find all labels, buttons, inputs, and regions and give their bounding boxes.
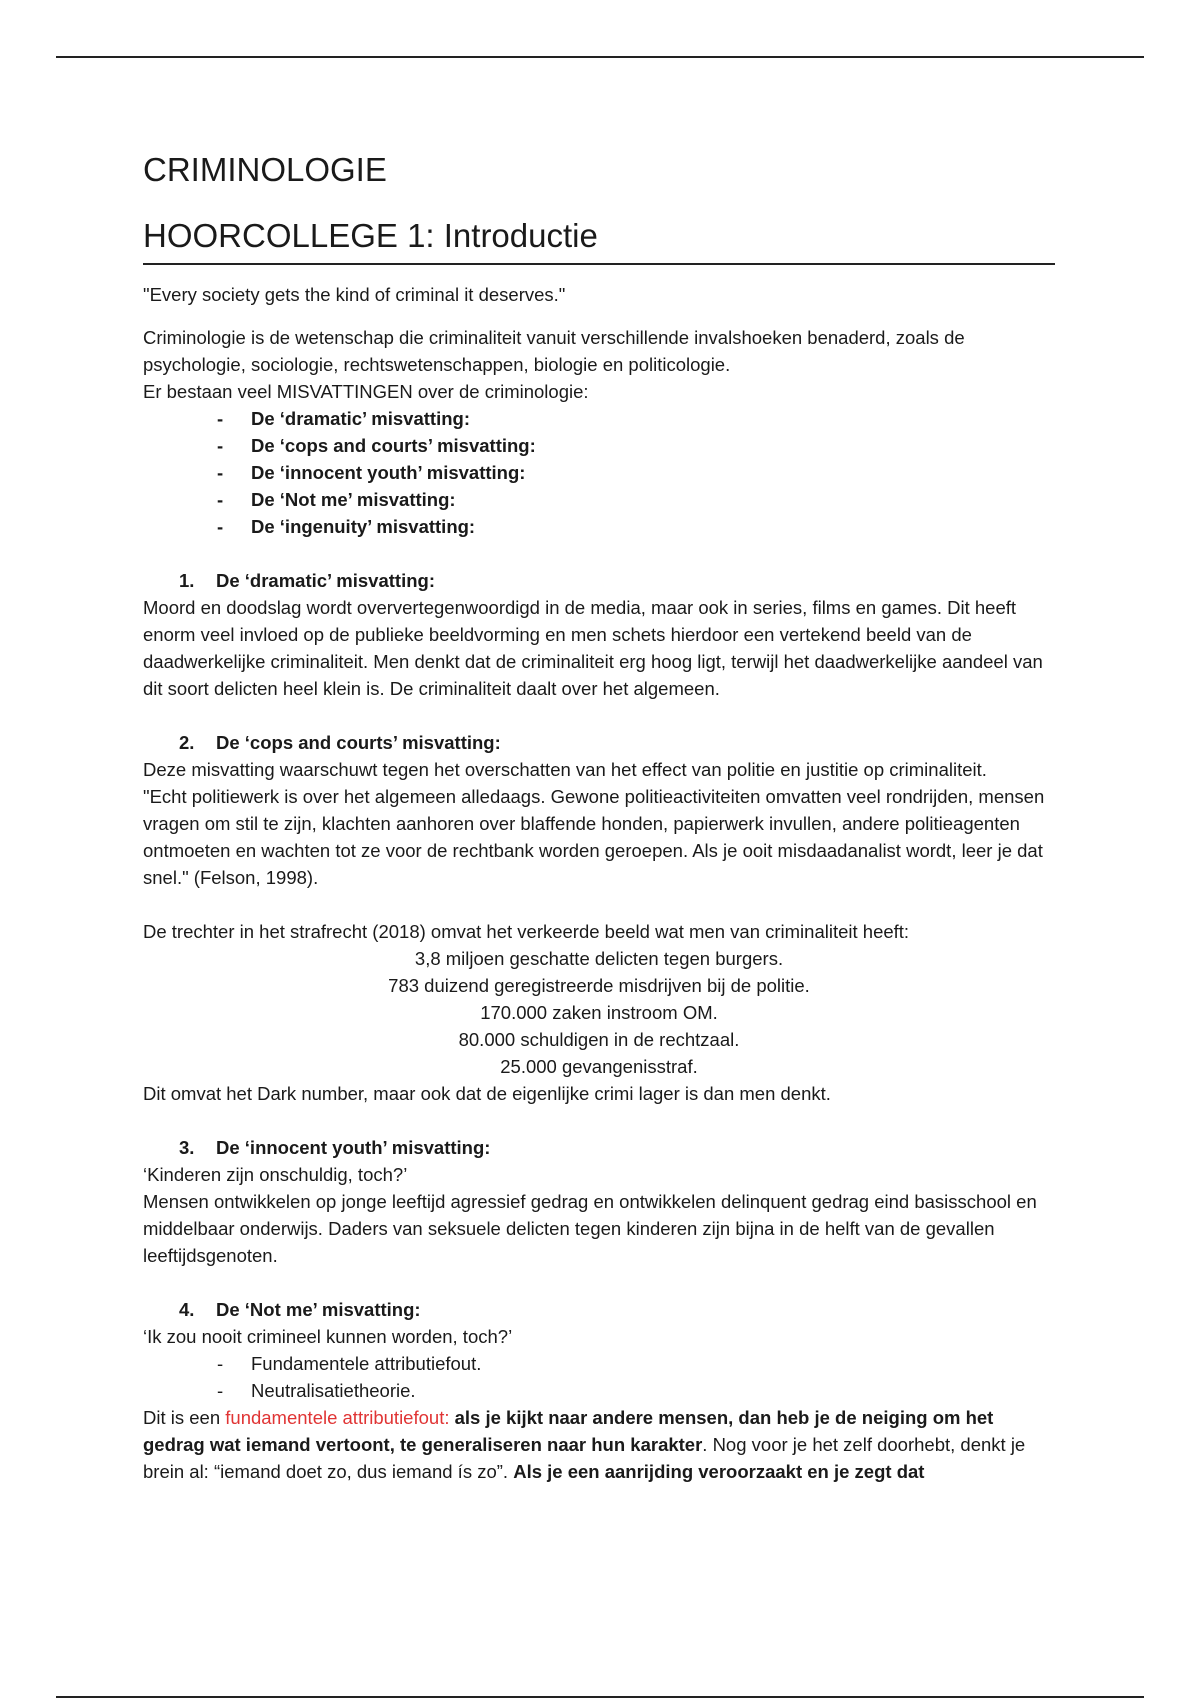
- funnel-step: 783 duizend geregistreerde misdrijven bij de politie.: [388, 975, 810, 996]
- section-heading: 1. De ‘dramatic’ misvatting:: [143, 567, 1055, 594]
- funnel-step: 80.000 schuldigen in de rechtzaal.: [458, 1029, 740, 1050]
- section-heading: 2. De ‘cops and courts’ misvatting:: [143, 729, 1055, 756]
- funnel-step: 3,8 miljoen geschatte delicten tegen burgers.: [414, 948, 784, 969]
- list-item: - De ‘innocent youth’ misvatting:: [143, 459, 1055, 486]
- dash-marker: -: [217, 408, 224, 429]
- list-item: - De ‘ingenuity’ misvatting:: [143, 513, 1055, 540]
- attribution-paragraph: Dit is een fundamentele attributiefout: als je kijkt naar andere mensen, dan heb je de neiging om het gedrag wat iemand vertoont, te generaliseren naar hun karakter. Nog voor je het zelf doorhebt, denkt je brein al: “iemand doet zo, dus iemand ís zo”. Als je een aanrijding veroorzaakt en je zegt dat: [143, 1407, 1026, 1482]
- section-heading: 3. De ‘innocent youth’ misvatting:: [143, 1134, 1055, 1161]
- section-number: 4.: [179, 1299, 195, 1320]
- list-item: - Fundamentele attributiefout.: [143, 1350, 1055, 1377]
- section-cops-and-courts: [143, 729, 1055, 1107]
- section-number: 1.: [179, 570, 195, 591]
- section-subquote: ‘Kinderen zijn onschuldig, toch?’: [143, 1164, 408, 1185]
- section-number: 2.: [179, 732, 195, 753]
- document-page: [143, 148, 1055, 1485]
- document-title: CRIMINOLOGIE: [143, 151, 387, 188]
- list-item: - De ‘Not me’ misvatting:: [143, 486, 1055, 513]
- intro-line-1: Criminologie is de wetenschap die criminaliteit vanuit verschillende invalshoeken benaderd, zoals de psychologie, sociologie, rechtswetenschappen, biologie en politicologie.: [143, 327, 965, 375]
- section-body: Deze misvatting waarschuwt tegen het overschatten van het effect van politie en justitie op criminaliteit.: [143, 759, 987, 780]
- page-top-rule: [56, 56, 1144, 58]
- dash-marker: -: [217, 489, 224, 510]
- criminal-justice-funnel: [143, 945, 1055, 1080]
- lecture-title: HOORCOLLEGE 1: Introductie: [143, 214, 1055, 265]
- page-bottom-rule: [56, 1696, 1144, 1698]
- highlighted-term: fundamentele attributiefout:: [225, 1407, 450, 1428]
- section-body: Moord en doodslag wordt oververtegenwoordigd in de media, maar ook in series, films en games. Dit heeft enorm veel invloed op de publieke beeldvorming en men schets hierdoor een vertekend beeld van de daadwerkelijke criminaliteit. Men denkt dat de criminaliteit erg hoog ligt, terwijl het daadwerkelijke aandeel van dit soort delicten heel klein is. De criminaliteit daalt over het algemeen.: [143, 597, 1043, 699]
- list-item: - De ‘dramatic’ misvatting:: [143, 405, 1055, 432]
- funnel-step: 25.000 gevangenisstraf.: [500, 1056, 698, 1077]
- section-innocent-youth: [143, 1134, 1055, 1269]
- funnel-step: 170.000 zaken instroom OM.: [480, 1002, 718, 1023]
- misconceptions-list: [143, 405, 1055, 540]
- list-item: - Neutralisatietheorie.: [143, 1377, 1055, 1404]
- funnel-intro: De trechter in het strafrecht (2018) omvat het verkeerde beeld wat men van criminaliteit heeft:: [143, 921, 910, 942]
- felson-quote: "Echt politiewerk is over het algemeen alledaags. Gewone politieactiviteiten omvatten veel rondrijden, mensen vragen om stil te zijn, klachten aanhoren over blaffende honden, papierwerk invullen, andere politieagenten ontmoeten en wachten tot ze voor de rechtbank worden geroepen. Als je ooit misdaadanalist wordt, leer je dat snel." (Felson, 1998).: [143, 786, 1045, 888]
- opening-quote: "Every society gets the kind of criminal it deserves.": [143, 284, 566, 305]
- not-me-list: [143, 1350, 1055, 1404]
- dash-marker: -: [217, 516, 224, 537]
- section-number: 3.: [179, 1137, 195, 1158]
- section-dramatic: [143, 567, 1055, 702]
- funnel-outro: Dit omvat het Dark number, maar ook dat de eigenlijke crimi lager is dan men denkt.: [143, 1083, 831, 1104]
- dash-marker: -: [217, 1380, 224, 1401]
- list-item: - De ‘cops and courts’ misvatting:: [143, 432, 1055, 459]
- section-not-me: [143, 1296, 1055, 1485]
- section-subquote: ‘Ik zou nooit crimineel kunnen worden, toch?’: [143, 1326, 513, 1347]
- dash-marker: -: [217, 435, 224, 456]
- section-heading: 4. De ‘Not me’ misvatting:: [143, 1296, 1055, 1323]
- intro-paragraph: [143, 324, 1055, 405]
- section-body: Mensen ontwikkelen op jonge leeftijd agressief gedrag en ontwikkelen delinquent gedrag eind basisschool en middelbaar onderwijs. Daders van seksuele delicten tegen kinderen zijn bijna in de helft van de gevallen leeftijdsgenoten.: [143, 1191, 1037, 1266]
- dash-marker: -: [217, 462, 224, 483]
- intro-line-2: Er bestaan veel MISVATTINGEN over de criminologie:: [143, 381, 589, 402]
- dash-marker: -: [217, 1353, 224, 1374]
